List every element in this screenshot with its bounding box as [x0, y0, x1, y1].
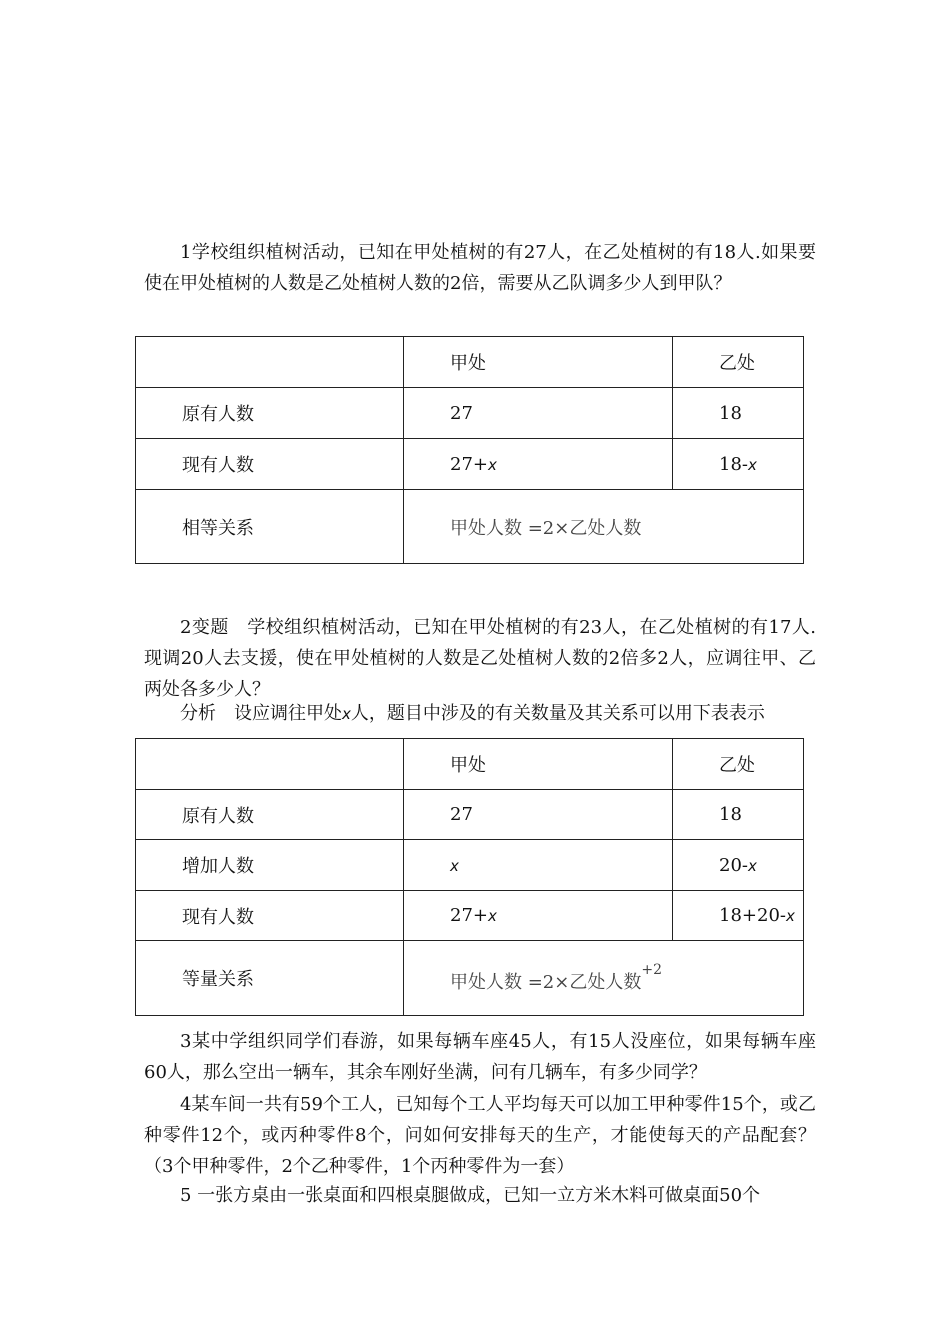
row-label: 现有人数: [136, 891, 404, 941]
analysis-suffix: 人，题目中涉及的有关数量及其关系可以用下表表示: [350, 703, 765, 724]
header-yi: 乙处: [673, 337, 804, 388]
expr-prefix: 18+20-: [719, 905, 786, 926]
cell-value: 18: [673, 388, 804, 439]
header-jia: 甲处: [404, 337, 673, 388]
table-row: [136, 941, 804, 1016]
table-row: [136, 439, 804, 490]
cell-value: [404, 840, 673, 891]
analysis-prefix: 分析 设应调往甲处: [180, 703, 342, 724]
expr-prefix: 18-: [719, 453, 748, 475]
relation-text: 甲处人数 =2×乙处人数: [450, 972, 642, 993]
cell-value: [404, 891, 673, 941]
cell-value: [673, 439, 804, 490]
problem-1: 1学校组织植树活动，已知在甲处植树的有27人，在乙处植树的有18人.如果要使在甲处植树的人数是乙处植树人数的2倍，需要从乙队调多少人到甲队？: [144, 242, 816, 294]
cell-value: [673, 891, 804, 941]
relation-value: [404, 941, 804, 1016]
problem-2: 2变题 学校组织植树活动，已知在甲处植树的有23人，在乙处植树的有17人.现调20人去支援，使在甲处植树的人数是乙处植树人数的2倍多2人，应调往甲、乙两处各多少人？: [144, 617, 816, 700]
table-1: [135, 336, 804, 564]
header-empty-cell: [136, 739, 404, 790]
relation-value: 甲处人数 =2×乙处人数: [404, 490, 804, 564]
header-empty-cell: [136, 337, 404, 388]
problem-3: 3某中学组织同学们春游，如果每辆车座45人，有15人没座位，如果每辆车座60人，那么空出一辆车，其余车刚好坐满，问有几辆车，有多少同学？: [144, 1031, 816, 1083]
row-label: 现有人数: [136, 439, 404, 490]
row-label: 原有人数: [136, 790, 404, 840]
table-2: [135, 738, 804, 1016]
row-label: 等量关系: [136, 941, 404, 1016]
analysis-line: [144, 698, 816, 730]
problem-5: 5 一张方桌由一张桌面和四根桌腿做成，已知一立方米木料可做桌面50个: [180, 1185, 761, 1206]
variable-x: x: [785, 907, 795, 925]
cell-value: 18: [673, 790, 804, 840]
variable-x: x: [748, 856, 757, 875]
cell-value: [404, 439, 673, 490]
expr-prefix: 27+: [450, 453, 488, 475]
cell-value: 27: [404, 790, 673, 840]
header-yi: 乙处: [673, 739, 804, 790]
variable-x: x: [748, 455, 757, 474]
relation-plus-two: +2: [641, 962, 662, 978]
table-row: [136, 490, 804, 564]
row-label: 增加人数: [136, 840, 404, 891]
variable-x: x: [488, 455, 497, 474]
row-label: 原有人数: [136, 388, 404, 439]
cell-value: [673, 840, 804, 891]
expr-prefix: 27+: [450, 905, 488, 926]
table-row: [136, 790, 804, 840]
table-row: [136, 891, 804, 941]
variable-x: x: [342, 705, 351, 723]
table-row: [136, 840, 804, 891]
expr-prefix: 20-: [719, 854, 748, 876]
problem-4: 4某车间一共有59个工人，已知每个工人平均每天可以加工甲种零件15个，或乙种零件12个，或丙种零件8个，问如何安排每天的生产，才能使每天的产品配套？（3个甲种零件，2个乙种零件，1个丙种零件为一套）: [144, 1094, 816, 1177]
variable-x: x: [488, 907, 497, 925]
cell-value: 27: [404, 388, 673, 439]
row-label: 相等关系: [136, 490, 404, 564]
header-jia: 甲处: [404, 739, 673, 790]
table-row: [136, 337, 804, 388]
variable-x: x: [450, 856, 459, 875]
table-row: [136, 739, 804, 790]
table-row: [136, 388, 804, 439]
